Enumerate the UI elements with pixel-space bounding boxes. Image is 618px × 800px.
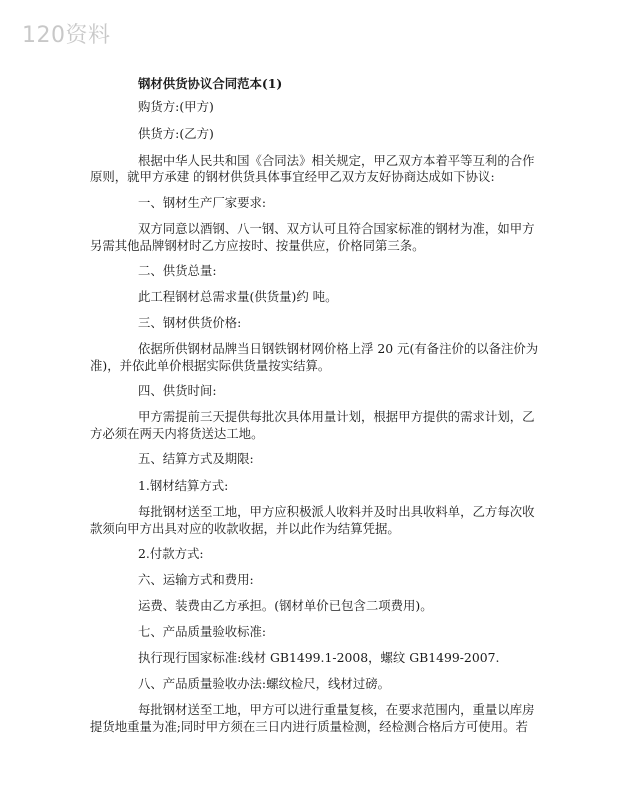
preamble-line-2: 原则，就甲方承建 的钢材供货具体事宜经甲乙双方友好协商达成如下协议: <box>90 169 495 184</box>
section-heading-7: 七、产品质量验收标准: <box>138 624 267 639</box>
section-5-line-1: 每批钢材送至工地，甲方应积极派人收料并及时出具收料单，乙方每次收 <box>138 504 535 519</box>
section-4-line-1: 甲方需提前三天提供每批次具体用量计划，根据甲方提供的需求计划，乙 <box>138 409 535 424</box>
section-heading-8: 八、产品质量验收办法:螺纹检尺，线材过磅。 <box>138 676 390 691</box>
watermark-logo: 120资料 <box>22 23 111 48</box>
section-7-line-1: 执行现行国家标准:线材 GB1499.1-2008，螺纹 GB1499-2007. <box>138 650 500 665</box>
subsection-5-2: 2.付款方式: <box>138 546 204 561</box>
section-heading-5: 五、结算方式及期限: <box>138 451 254 466</box>
supplier-line: 供货方:(乙方) <box>138 126 214 141</box>
section-8-line-2: 提货地重量为准;同时甲方须在三日内进行质量检测，经检测合格后方可使用。若 <box>90 719 528 734</box>
section-3-line-2: 准)，并依此单价根据实际供货量按实结算。 <box>90 358 331 373</box>
section-3-line-1: 依据所供钢材品牌当日钢铁钢材网价格上浮 20 元(有备注价的以备注价为 <box>138 341 539 356</box>
section-6-line-1: 运费、装费由乙方承担。(钢材单价已包含二项费用)。 <box>138 598 433 613</box>
section-1-line-2: 另需其他品牌钢材时乙方应按时、按量供应，价格同第三条。 <box>90 238 425 253</box>
section-5-line-2: 款须向甲方出具对应的收款收据，并以此作为结算凭据。 <box>90 521 400 536</box>
section-heading-4: 四、供货时间: <box>138 383 217 398</box>
buyer-line: 购货方:(甲方) <box>138 99 214 114</box>
document-title: 钢材供货协议合同范本(1) <box>138 76 283 91</box>
subsection-5-1: 1.钢材结算方式: <box>138 478 229 493</box>
section-heading-3: 三、钢材供货价格: <box>138 315 242 330</box>
section-1-line-1: 双方同意以酒钢、八一钢、双方认可且符合国家标准的钢材为准，如甲方 <box>138 221 535 236</box>
section-8-line-1: 每批钢材送至工地，甲方可以进行重量复核，在要求范围内，重量以库房 <box>138 702 535 717</box>
preamble-line-1: 根据中华人民共和国《合同法》相关规定，甲乙双方本着平等互利的合作 <box>138 153 535 168</box>
section-heading-1: 一、钢材生产厂家要求: <box>138 195 267 210</box>
section-2-line-1: 此工程钢材总需求量(供货量)约 吨。 <box>138 289 338 304</box>
section-heading-6: 六、运输方式和费用: <box>138 572 254 587</box>
section-4-line-2: 方必须在两天内将货送达工地。 <box>90 426 264 441</box>
section-heading-2: 二、供货总量: <box>138 263 217 278</box>
